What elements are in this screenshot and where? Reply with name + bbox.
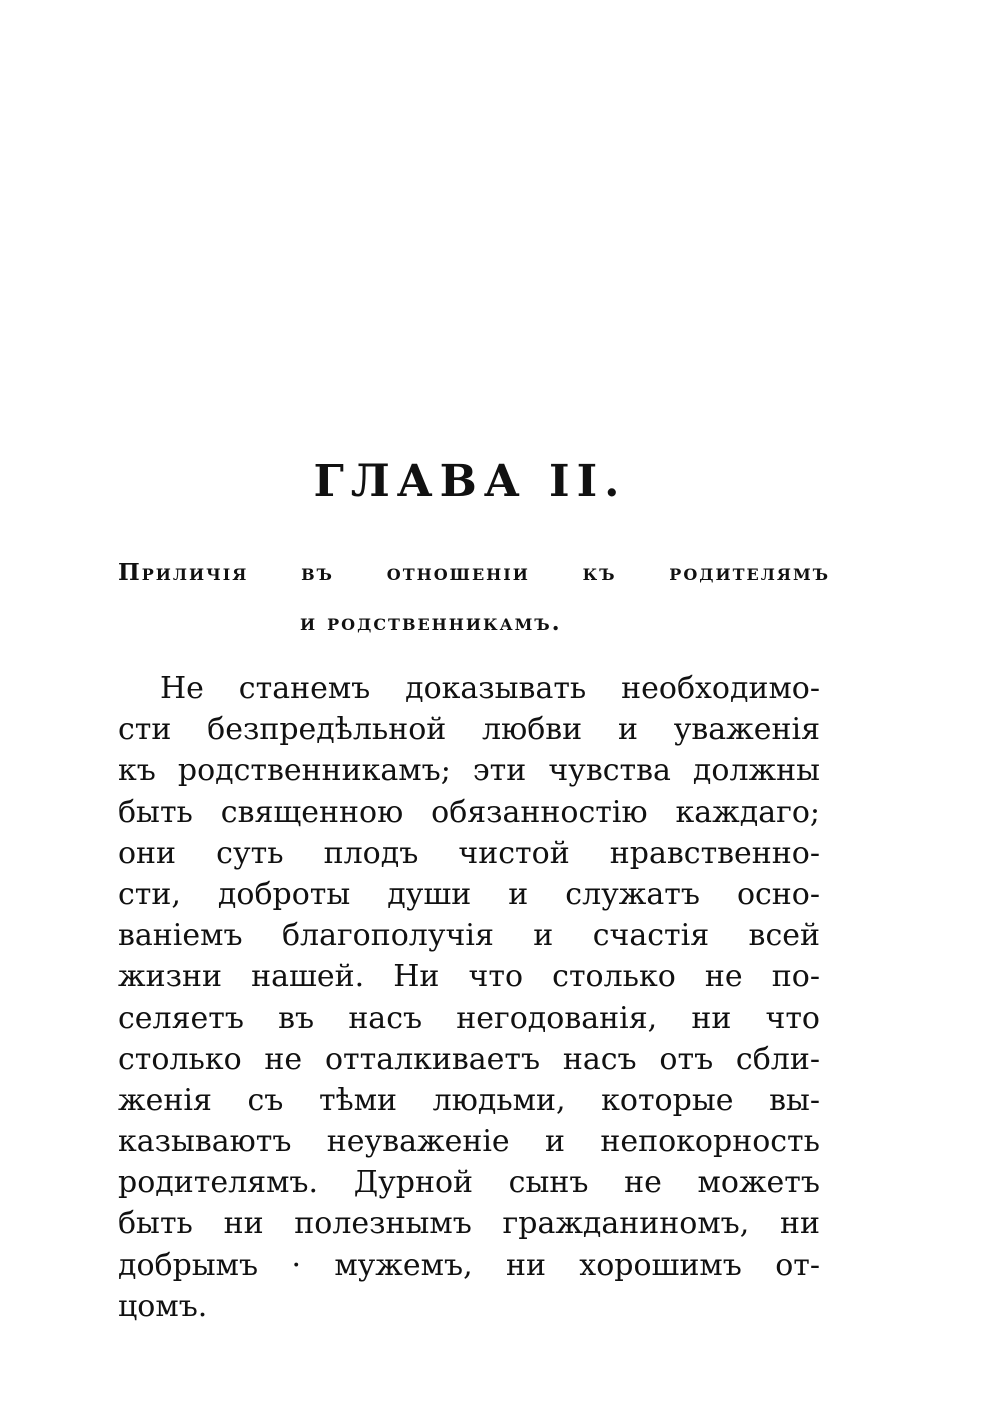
paragraph-line: быть ни полезнымъ гражданиномъ, ни [118, 1206, 820, 1242]
paragraph-line: столько не отталкиваетъ насъ отъ сбли- [118, 1041, 820, 1077]
paragraph-line: селяетъ въ насъ негодованія, ни что [118, 1000, 820, 1036]
paragraph-line: цомъ. [118, 1288, 208, 1324]
paragraph [118, 668, 820, 1327]
paragraph-line: казываютъ неуваженіе и непокорность [118, 1124, 820, 1160]
paragraph-line: женія съ тѣми людьми, которые вы- [118, 1082, 820, 1118]
paragraph-line: сти, доброты души и служатъ осно- [118, 876, 820, 912]
paragraph-line: быть священною обязанностію каждаго; [118, 794, 820, 830]
paragraph-line: сти безпредѣльной любви и уваженія [118, 712, 820, 748]
paragraph-line: добрымъ · мужемъ, ни хорошимъ от- [118, 1247, 820, 1283]
paragraph-line: они суть плодъ чистой нравственно- [118, 835, 820, 871]
chapter-heading: ГЛАВА II. [313, 456, 627, 507]
paragraph-line: ваніемъ благополучія и счастія всей [118, 918, 820, 954]
paragraph-line: жизни нашей. Ни что столько не по- [118, 959, 820, 995]
section-title-line: и родственникамъ. [300, 609, 562, 636]
paragraph-line: родителямъ. Дурной сынъ не можетъ [118, 1165, 820, 1201]
section-title [118, 548, 830, 648]
paragraph-line: къ родственникамъ; эти чувства должны [118, 753, 820, 789]
paragraph-line: Не станемъ доказывать необходимо- [160, 671, 820, 706]
section-title-line: Приличія въ отношеніи къ родителямъ [118, 559, 830, 586]
